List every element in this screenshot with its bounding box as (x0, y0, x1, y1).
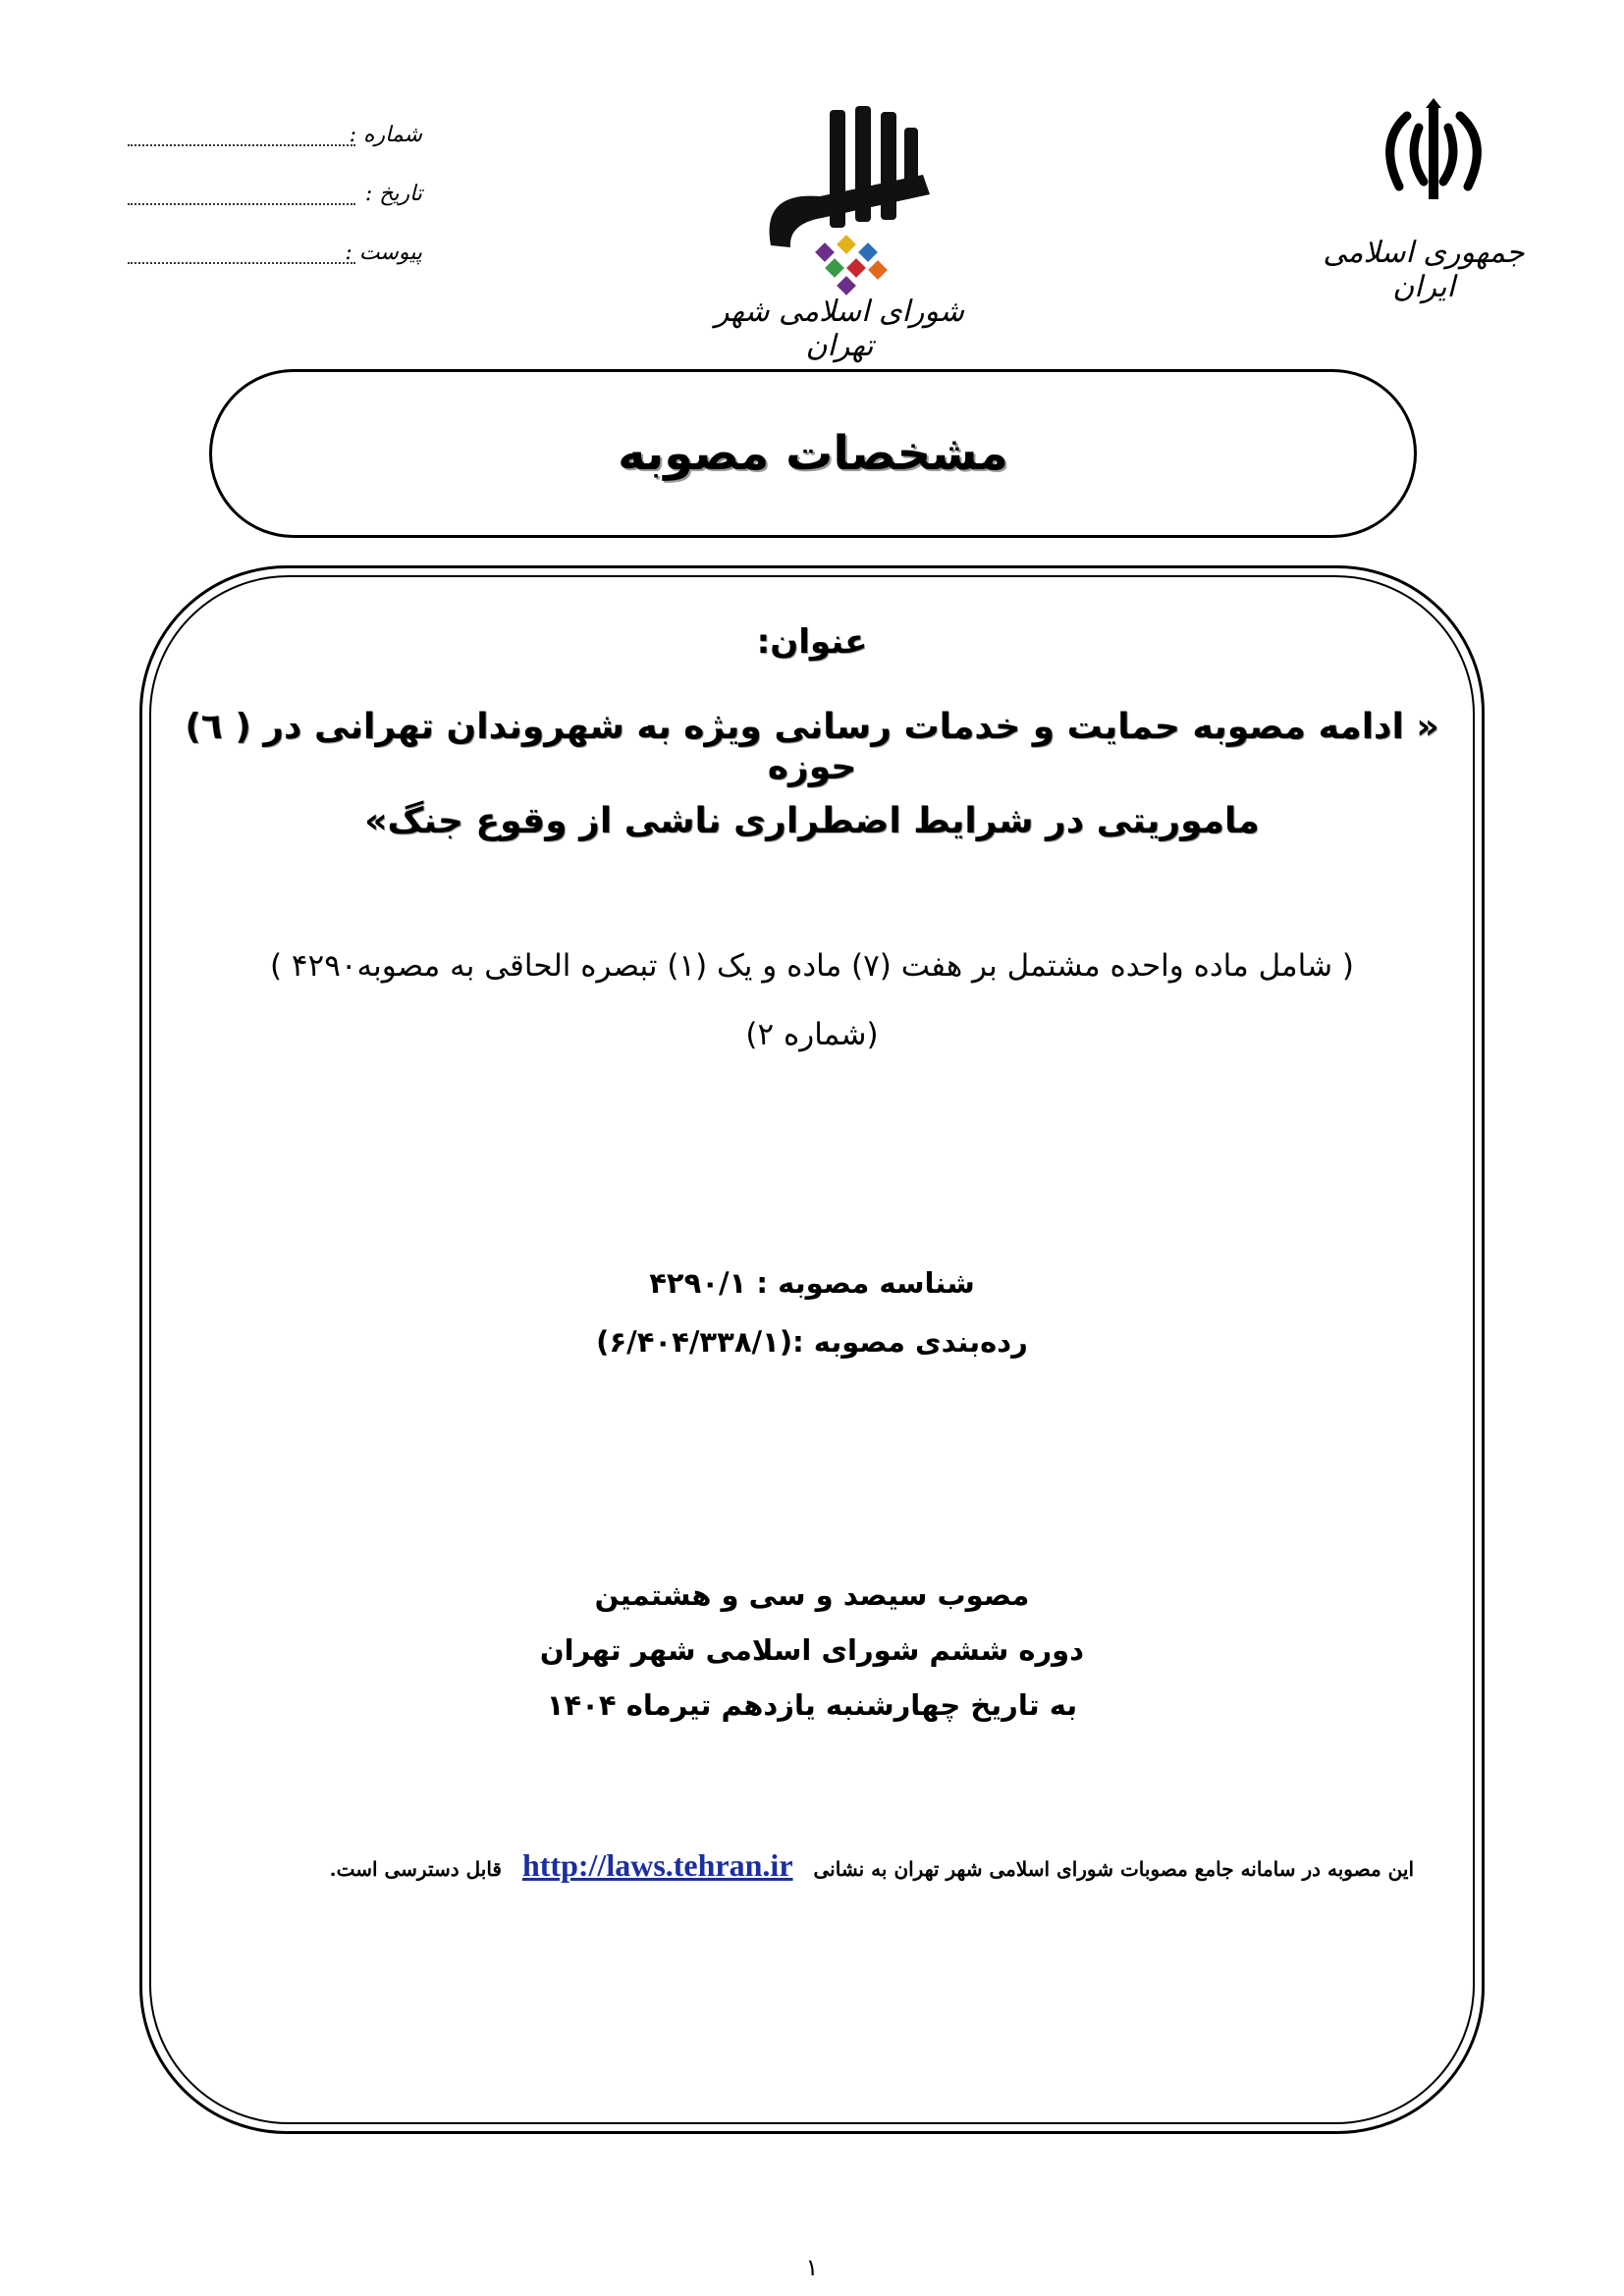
meta-attachment-label: پیوست : (345, 240, 422, 265)
meta-attachment-dots (128, 262, 355, 264)
meta-number-row (128, 123, 422, 162)
resolution-classification: رده‌بندی مصوبه :(۶/۴۰۴/۳۳۸/۱) (596, 1325, 1028, 1359)
approval-term: دوره ششم شورای اسلامی شهر تهران (539, 1633, 1085, 1667)
meta-number-label: شماره : (349, 123, 422, 147)
document-heading: مشخصات مصوبه (618, 426, 1008, 481)
iran-emblem-icon (1370, 98, 1497, 211)
title-label: عنوان: (756, 622, 868, 662)
laws-website-link[interactable]: http://laws.tehran.ir (521, 1847, 793, 1883)
access-suffix: قابل دسترسی است. (329, 1857, 502, 1881)
council-name: شورای اسلامی شهر تهران (715, 294, 964, 363)
page-number: ۱ (805, 2254, 819, 2281)
description-line-2: (شماره ۲) (745, 1017, 879, 1052)
approval-session: مصوب سیصد و سی و هشتمین (594, 1578, 1030, 1612)
access-prefix: این مصوبه در سامانه جامع مصوبات شورای اسلامی شهر تهران به نشانی (813, 1857, 1414, 1881)
meta-date-dots (128, 203, 355, 205)
country-name: جمهوری اسلامی ایران (1323, 236, 1525, 304)
resolution-id: شناسه مصوبه : ۴۲۹۰/۱ (649, 1266, 975, 1300)
meta-date-label: تاریخ : (364, 182, 422, 206)
meta-number-dots (128, 144, 355, 146)
approval-date: به تاریخ چهارشنبه یازدهم تیرماه ۱۴۰۴ (546, 1688, 1078, 1722)
title-line-2: ماموریتی در شرایط اضطراری ناشی از وقوع جنگ» (364, 801, 1260, 841)
title-line-1: « ادامه مصوبه حمایت و خدمات رسانی ویژه به شهروندان تهرانی در ( ٦) حوزه (185, 707, 1439, 787)
description-line-1: ( شامل ماده واحده مشتمل بر هفت (۷) ماده و یک (۱) تبصره الحاقی به مصوبه۴۲۹۰ ) (269, 948, 1355, 984)
meta-attachment-row (128, 240, 422, 280)
meta-date-row (128, 182, 422, 221)
document-heading-box (209, 369, 1417, 538)
access-notice (196, 1847, 1414, 1884)
